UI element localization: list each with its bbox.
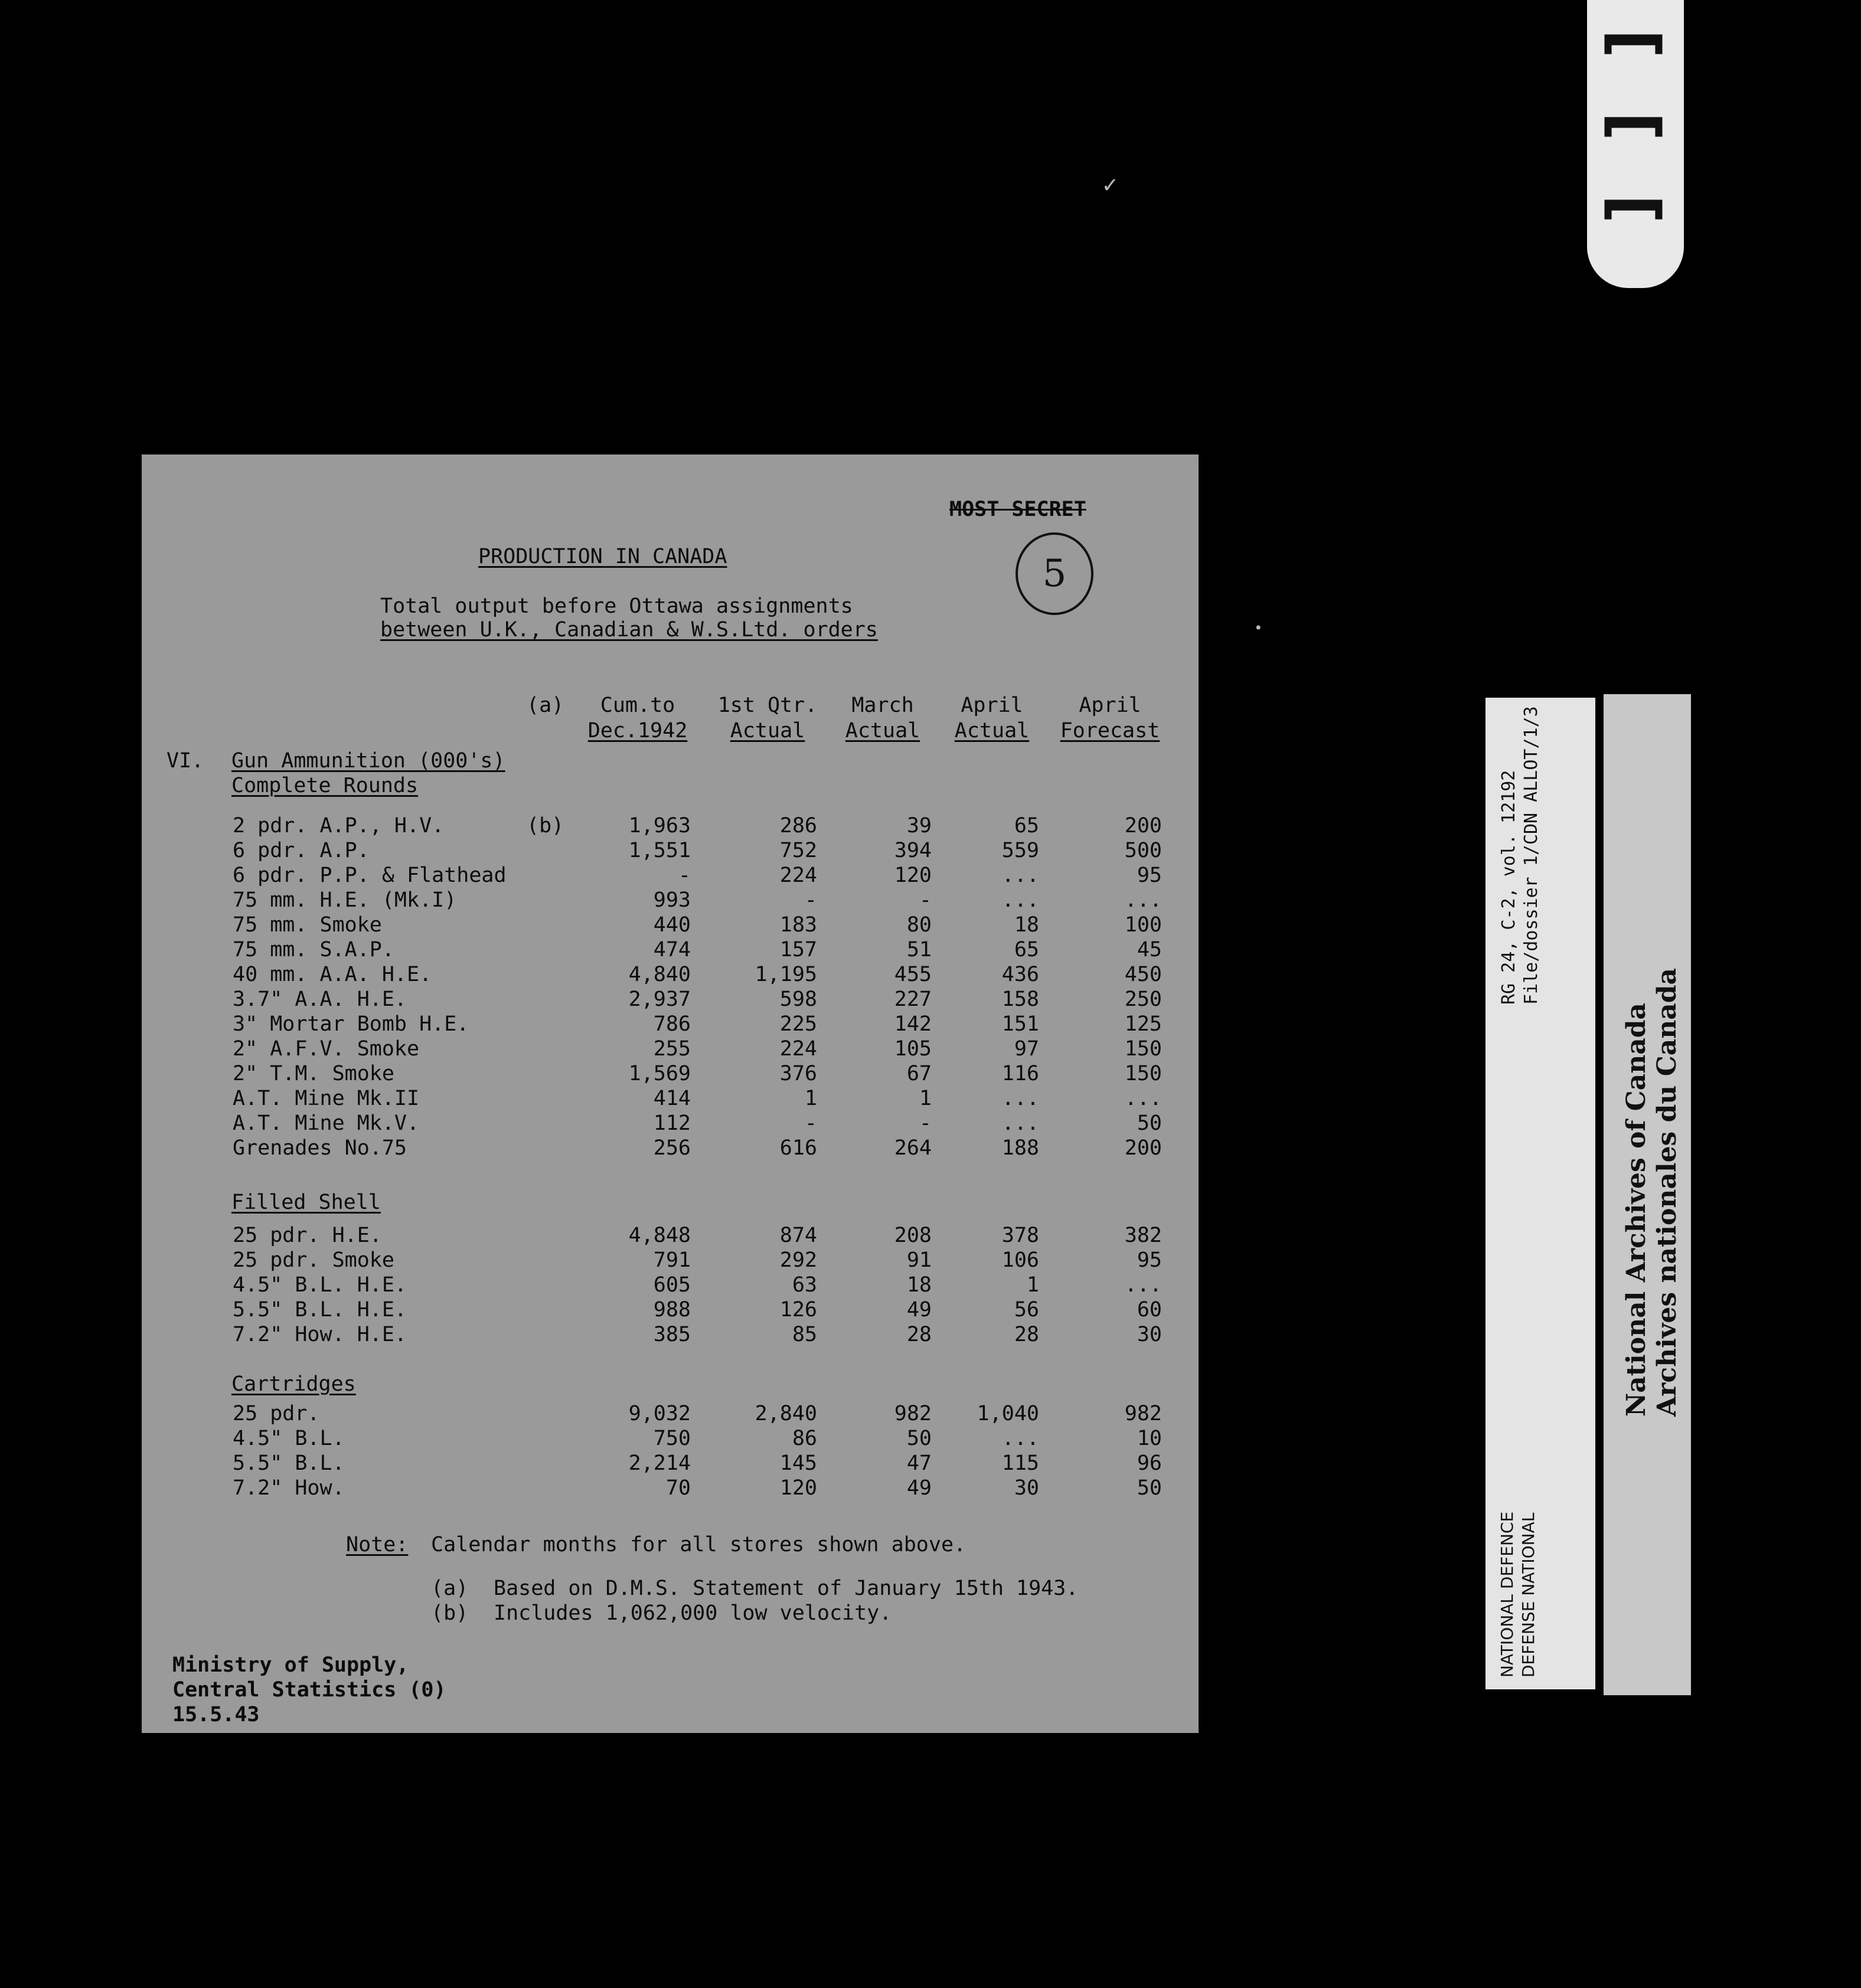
cell-1st-qtr: -	[804, 888, 817, 912]
cell-april-forecast: 982	[1124, 1402, 1162, 1425]
table-row	[142, 890, 1199, 915]
cell-1st-qtr: 376	[779, 1062, 817, 1085]
cell-1st-qtr: 86	[792, 1427, 817, 1450]
cell-april-forecast: 150	[1124, 1062, 1162, 1085]
document-page	[142, 455, 1199, 1733]
cell-march: -	[919, 1111, 932, 1135]
cell-cum: 1,569	[628, 1062, 691, 1085]
cell-march: -	[919, 888, 932, 912]
handwritten-page-number: 5	[1016, 532, 1093, 615]
row-label: 6 pdr. P.P. & Flathead	[233, 864, 507, 887]
cell-1st-qtr: 85	[792, 1323, 817, 1346]
cell-april-actual: 1,040	[977, 1402, 1039, 1425]
column-header-1st-qtr: 1st Qtr. Actual	[717, 694, 818, 743]
table-row	[142, 1275, 1199, 1300]
cell-1st-qtr: 2,840	[755, 1402, 817, 1425]
cell-march: 1	[919, 1087, 932, 1110]
cell-april-forecast: 200	[1124, 1136, 1162, 1160]
cell-cum: 2,937	[628, 988, 691, 1011]
column-header-april-actual: April Actual	[954, 694, 1030, 743]
subtitle-line-2: between U.K., Canadian & W.S.Ltd. orders	[380, 618, 878, 642]
cell-cum: 1,963	[628, 814, 691, 838]
cell-1st-qtr: 126	[779, 1298, 817, 1322]
cell-april-forecast: 95	[1137, 1248, 1162, 1272]
department-line-2: DEFENSE NATIONAL	[1519, 1512, 1538, 1678]
cell-1st-qtr: 224	[779, 1037, 817, 1061]
cell-april-actual: 65	[1014, 938, 1039, 962]
cell-march: 18	[906, 1273, 932, 1297]
cell-march: 142	[894, 1012, 932, 1036]
cell-april-forecast: 250	[1124, 988, 1162, 1011]
row-label: 5.5" B.L. H.E.	[233, 1298, 407, 1322]
cell-1st-qtr: 292	[779, 1248, 817, 1272]
cell-1st-qtr: 157	[779, 938, 817, 962]
cell-april-actual: 28	[1014, 1323, 1039, 1346]
table-row	[142, 1225, 1199, 1250]
frame-mark-glyph: [	[1598, 111, 1673, 142]
cell-march: 982	[894, 1402, 932, 1425]
cell-1st-qtr: -	[804, 1111, 817, 1135]
subsection-heading: Complete Rounds	[231, 774, 419, 797]
cell-cum: 4,840	[628, 963, 691, 986]
row-label: 25 pdr. Smoke	[233, 1248, 394, 1272]
page-title: PRODUCTION IN CANADA	[478, 545, 727, 568]
film-speck: ✓	[1103, 171, 1118, 198]
row-label: 5.5" B.L.	[233, 1451, 345, 1475]
cell-cum: 440	[653, 913, 691, 937]
cell-april-actual: ...	[1001, 1087, 1039, 1110]
cell-april-actual: 559	[1001, 839, 1039, 862]
cell-april-actual: 158	[1001, 988, 1039, 1011]
cell-april-forecast: 45	[1137, 938, 1162, 962]
cell-march: 49	[906, 1476, 932, 1500]
table-row	[142, 1014, 1199, 1039]
cell-april-actual: 188	[1001, 1136, 1039, 1160]
cell-april-actual: 106	[1001, 1248, 1039, 1272]
cell-march: 208	[894, 1224, 932, 1247]
cell-march: 39	[906, 814, 932, 838]
cell-april-forecast: 60	[1137, 1298, 1162, 1322]
cell-april-actual: 115	[1001, 1451, 1039, 1475]
table-row	[142, 964, 1199, 989]
signature-line-1: Ministry of Supply,	[172, 1653, 409, 1677]
archive-reference-label	[1485, 698, 1595, 1689]
row-label: A.T. Mine Mk.II	[233, 1087, 420, 1110]
cell-april-actual: 436	[1001, 963, 1039, 986]
table-row	[142, 816, 1199, 841]
cell-cum: 993	[653, 888, 691, 912]
archive-reference-line-2: File/dossier 1/CDN ALLOT/1/3	[1521, 706, 1542, 1005]
cell-march: 264	[894, 1136, 932, 1160]
row-label: 7.2" How.	[233, 1476, 345, 1500]
footnote-a-marker: (a)	[431, 1577, 469, 1600]
department-line-1: NATIONAL DEFENCE	[1497, 1511, 1517, 1678]
cell-april-forecast: 382	[1124, 1224, 1162, 1247]
column-header-april-forecast: April Forecast	[1060, 694, 1160, 743]
cell-april-actual: 18	[1014, 913, 1039, 937]
row-label: 75 mm. H.E. (Mk.I)	[233, 888, 457, 912]
table-row	[142, 841, 1199, 865]
row-label: 7.2" How. H.E.	[233, 1323, 407, 1346]
cell-march: 51	[906, 938, 932, 962]
cell-1st-qtr: 224	[779, 864, 817, 887]
cell-march: 227	[894, 988, 932, 1011]
cell-april-forecast: 450	[1124, 963, 1162, 986]
row-label: 75 mm. Smoke	[233, 913, 382, 937]
cell-april-actual: 116	[1001, 1062, 1039, 1085]
cell-cum: 474	[653, 938, 691, 962]
cell-april-actual: ...	[1001, 1111, 1039, 1135]
table-row	[142, 1478, 1199, 1503]
cell-april-forecast: ...	[1124, 1087, 1162, 1110]
table-row	[142, 1039, 1199, 1064]
cell-cum: -	[678, 864, 691, 887]
column-header-march: March Actual	[845, 694, 920, 743]
cell-cum: 70	[665, 1476, 691, 1500]
cell-april-forecast: 10	[1137, 1427, 1162, 1450]
table-row	[142, 940, 1199, 964]
cell-cum: 2,214	[628, 1451, 691, 1475]
cell-april-forecast: 200	[1124, 814, 1162, 838]
cell-1st-qtr: 183	[779, 913, 817, 937]
cell-march: 50	[906, 1427, 932, 1450]
column-header-cum: Cum.to Dec.1942	[587, 694, 688, 743]
cell-march: 80	[906, 913, 932, 937]
row-label: 40 mm. A.A. H.E.	[233, 963, 432, 986]
footnote-b-text: Includes 1,062,000 low velocity.	[494, 1601, 892, 1625]
cell-cum: 112	[653, 1111, 691, 1135]
cell-april-forecast: 96	[1137, 1451, 1162, 1475]
cell-april-actual: 378	[1001, 1224, 1039, 1247]
cell-march: 67	[906, 1062, 932, 1085]
cell-april-forecast: 95	[1137, 864, 1162, 887]
cell-1st-qtr: 1	[804, 1087, 817, 1110]
film-speck: •	[1254, 620, 1263, 636]
subsection-heading: Cartridges	[231, 1372, 356, 1396]
footnote-b-marker: (b)	[431, 1601, 469, 1625]
frame-mark-glyph: [	[1598, 194, 1673, 224]
table-row	[142, 1064, 1199, 1088]
cell-april-forecast: ...	[1124, 1273, 1162, 1297]
cell-cum: 988	[653, 1298, 691, 1322]
table-row	[142, 865, 1199, 890]
cell-march: 120	[894, 864, 932, 887]
row-label: 3" Mortar Bomb H.E.	[233, 1012, 469, 1036]
cell-cum: 750	[653, 1427, 691, 1450]
cell-april-actual: 1	[1026, 1273, 1039, 1297]
signature-line-2: Central Statistics (0)	[172, 1678, 446, 1702]
cell-march: 28	[906, 1323, 932, 1346]
archive-name-en: National Archives of Canada	[1621, 1002, 1651, 1417]
row-label: 4.5" B.L. H.E.	[233, 1273, 407, 1297]
row-label: 2" T.M. Smoke	[233, 1062, 394, 1085]
cell-cum: 414	[653, 1087, 691, 1110]
table-row	[142, 1138, 1199, 1163]
cell-april-actual: ...	[1001, 864, 1039, 887]
cell-april-forecast: 30	[1137, 1323, 1162, 1346]
cell-april-forecast: 500	[1124, 839, 1162, 862]
table-row	[142, 1428, 1199, 1453]
table-row	[142, 1325, 1199, 1349]
cell-april-actual: 97	[1014, 1037, 1039, 1061]
archive-name-fr: Archives nationales du Canada	[1652, 967, 1682, 1417]
cell-1st-qtr: 598	[779, 988, 817, 1011]
cell-1st-qtr: 286	[779, 814, 817, 838]
row-label: Grenades No.75	[233, 1136, 407, 1160]
table-row	[142, 915, 1199, 940]
section-number: VI.	[166, 749, 204, 773]
cell-march: 455	[894, 963, 932, 986]
section-title: Gun Ammunition (000's)	[231, 749, 505, 773]
cell-1st-qtr: 225	[779, 1012, 817, 1036]
table-row	[142, 1453, 1199, 1478]
table-row	[142, 1300, 1199, 1325]
cell-cum: 255	[653, 1037, 691, 1061]
row-label: 2 pdr. A.P., H.V.	[233, 814, 445, 838]
cell-april-forecast: 150	[1124, 1037, 1162, 1061]
cell-april-actual: 56	[1014, 1298, 1039, 1322]
frame-mark-glyph: [	[1598, 28, 1673, 59]
cell-march: 49	[906, 1298, 932, 1322]
column-note-marker: (a)	[527, 694, 564, 717]
cell-cum: 791	[653, 1248, 691, 1272]
cell-cum: 9,032	[628, 1402, 691, 1425]
row-label: 25 pdr.	[233, 1402, 320, 1425]
cell-april-actual: 151	[1001, 1012, 1039, 1036]
cell-march: 394	[894, 839, 932, 862]
cell-cum: 786	[653, 1012, 691, 1036]
note-text: Calendar months for all stores shown above.	[431, 1533, 967, 1557]
cell-cum: 4,848	[628, 1224, 691, 1247]
cell-cum: 1,551	[628, 839, 691, 862]
cell-1st-qtr: 63	[792, 1273, 817, 1297]
row-label: 6 pdr. A.P.	[233, 839, 370, 862]
table-row	[142, 1113, 1199, 1138]
cell-april-actual: ...	[1001, 1427, 1039, 1450]
cell-march: 47	[906, 1451, 932, 1475]
cell-1st-qtr: 752	[779, 839, 817, 862]
cell-april-forecast: 125	[1124, 1012, 1162, 1036]
cell-1st-qtr: 616	[779, 1136, 817, 1160]
row-label: 75 mm. S.A.P.	[233, 938, 394, 962]
cell-april-actual: 30	[1014, 1476, 1039, 1500]
note-label: Note:	[346, 1533, 409, 1557]
cell-cum: 605	[653, 1273, 691, 1297]
row-label: 25 pdr. H.E.	[233, 1224, 382, 1247]
table-row	[142, 1404, 1199, 1428]
cell-april-actual: ...	[1001, 888, 1039, 912]
table-row	[142, 1250, 1199, 1275]
row-note-marker: (b)	[527, 814, 564, 838]
table-row	[142, 989, 1199, 1014]
film-frame-marker	[1587, 0, 1684, 288]
archive-name-label	[1604, 694, 1691, 1695]
archive-reference-line-1: RG 24, C-2, vol. 12192	[1498, 770, 1519, 1005]
cell-1st-qtr: 874	[779, 1224, 817, 1247]
subtitle-line-1: Total output before Ottawa assignments	[380, 594, 853, 618]
signature-line-3: 15.5.43	[172, 1703, 260, 1727]
cell-1st-qtr: 145	[779, 1451, 817, 1475]
cell-april-forecast: 100	[1124, 913, 1162, 937]
cell-cum: 385	[653, 1323, 691, 1346]
row-label: A.T. Mine Mk.V.	[233, 1111, 420, 1135]
cell-april-actual: 65	[1014, 814, 1039, 838]
row-label: 3.7" A.A. H.E.	[233, 988, 407, 1011]
classification-stamp: MOST SECRET	[949, 498, 1086, 521]
table-row	[142, 1088, 1199, 1113]
cell-april-forecast: 50	[1137, 1111, 1162, 1135]
cell-april-forecast: ...	[1124, 888, 1162, 912]
cell-cum: 256	[653, 1136, 691, 1160]
subsection-heading: Filled Shell	[231, 1191, 381, 1214]
cell-march: 91	[906, 1248, 932, 1272]
cell-april-forecast: 50	[1137, 1476, 1162, 1500]
row-label: 4.5" B.L.	[233, 1427, 345, 1450]
cell-1st-qtr: 120	[779, 1476, 817, 1500]
cell-march: 105	[894, 1037, 932, 1061]
row-label: 2" A.F.V. Smoke	[233, 1037, 420, 1061]
cell-1st-qtr: 1,195	[755, 963, 817, 986]
footnote-a-text: Based on D.M.S. Statement of January 15th 1943.	[494, 1577, 1079, 1600]
